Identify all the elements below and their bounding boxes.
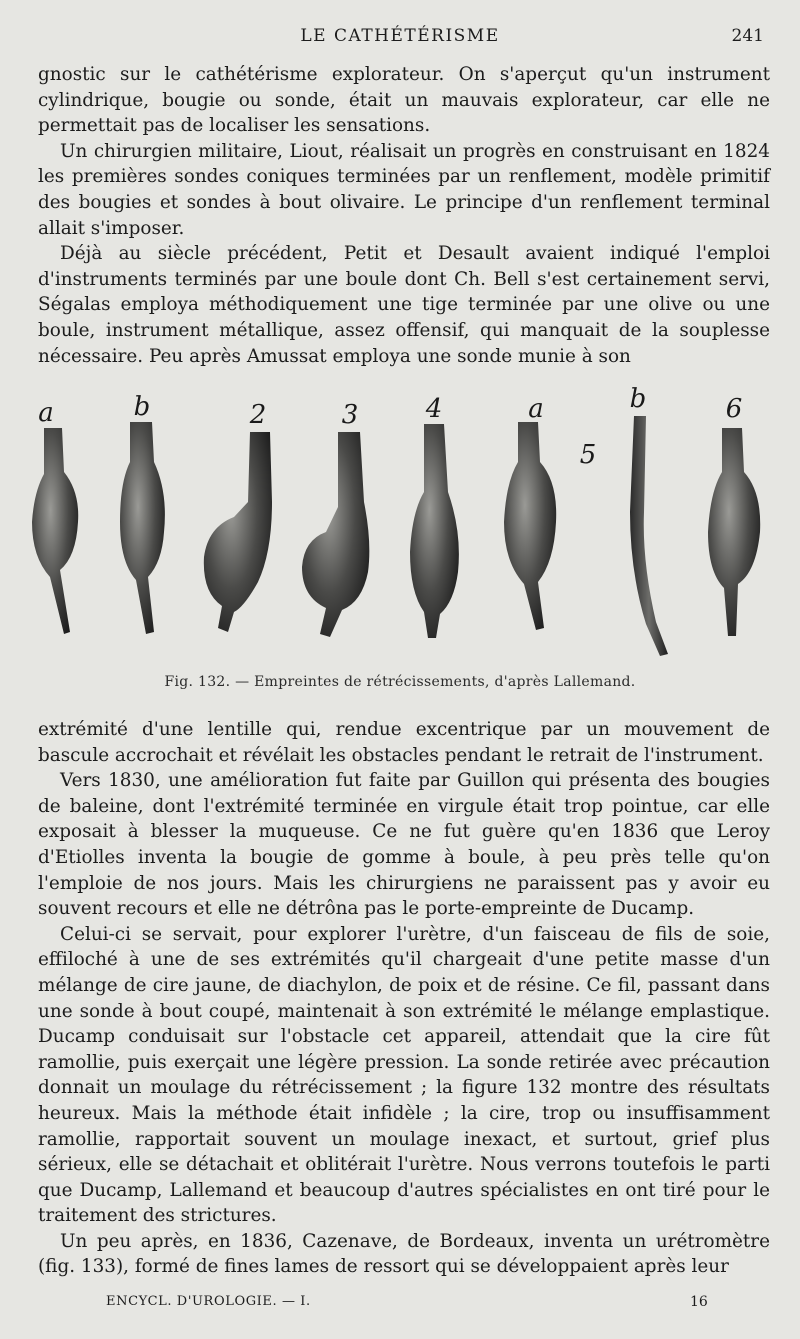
- paragraph: Un peu après, en 1836, Cazenave, de Bordeaux, inventa un urétromètre (fig. 133), formé de fines lames de ressort qui se développaient après leur: [38, 1230, 770, 1278]
- body-text-top: [38, 62, 770, 369]
- imprint-specimen-3: [302, 432, 369, 637]
- imprint-specimen-a-right: [504, 422, 556, 630]
- running-head: [0, 24, 800, 48]
- imprint-specimen-4: [410, 424, 459, 638]
- imprint-specimen-b-left: [120, 422, 165, 634]
- specimen-label: 6: [725, 394, 743, 424]
- paragraph: extrémité d'une lentille qui, rendue excentrique par un mouvement de bascule accrochait et révélait les obstacles pendant le retrait de l'instrument.: [38, 719, 770, 766]
- specimen-label: 4: [425, 394, 443, 424]
- specimen-label: 2: [249, 400, 267, 430]
- paragraph: gnostic sur le cathétérisme explorateur. On s'aperçut qu'un instrument cylindrique, bougie ou sonde, était un mauvais explorateur, car elle ne permettait pas de localiser les sensations.: [38, 64, 770, 137]
- specimen-label: b: [133, 392, 151, 422]
- stricture-imprints-illustration: [20, 392, 780, 664]
- specimen-label: 3: [341, 400, 359, 430]
- paragraph: Un chirurgien militaire, Liout, réalisait un progrès en construisant en 1824 les premières sondes coniques terminées par un renflement, modèle primitif des bougies et sondes à bout olivaire. Le principe d'un renflement terminal allait s'imposer.: [38, 140, 770, 239]
- paragraph: Vers 1830, une amélioration fut faite par Guillon qui présenta des bougies de baleine, dont l'extrémité terminée en virgule était trop pointue, car elle exposait à blesser la muqueuse. Ce ne fut guère qu'en 1836 que Leroy d'Etiolles inventa la bougie de gomme à boule, à peu près telle qu'on l'emploie de nos jours. Mais les chirurgiens ne paraissent pas y avoir eu souvent recours et elle ne détrôna pas le porte-empreinte de Ducamp.: [38, 770, 770, 920]
- imprint-specimen-a-left: [32, 428, 78, 634]
- imprint-specimen-5: [630, 416, 668, 656]
- figure-caption: Fig. 132. — Empreintes de rétrécissements, d'après Lallemand.: [164, 674, 636, 690]
- footer-signature-number: 16: [690, 1294, 708, 1310]
- figure-132: [20, 384, 780, 664]
- running-title: LE CATHÉTÉRISME: [300, 26, 500, 46]
- paragraph: Celui-ci se servait, pour explorer l'urètre, d'un faisceau de fils de soie, effiloché à une de ses extrémités qu'il chargeait d'une petite masse d'un mélange de cire jaune, de diachylon, de poix et de résine. Ce fil, passant dans une sonde à bout coupé, maintenait à son extrémité le mélange emplastique. Ducamp conduisait sur l'obstacle cet appareil, attendait que la cire fût ramollie, puis exerçait une légère pression. La sonde retirée avec précaution donnait un moulage du rétrécissement ; la figure 132 montre des résultats heureux. Mais la méthode était infidèle ; la cire, trop ou insuffisamment ramollie, rapportait souvent un moulage inexact, et surtout, grief plus sérieux, elle se détachait et oblitérait l'urètre. Nous verrons toutefois le parti que Ducamp, Lallemand et beaucoup d'autres spécialistes en ont tiré pour le traitement des strictures.: [38, 923, 770, 1227]
- specimen-label: a: [38, 398, 54, 428]
- specimen-label: 5: [579, 440, 597, 470]
- body-text-bottom: [38, 717, 770, 1280]
- specimen-label: b: [629, 384, 647, 414]
- page-footer: [0, 1294, 800, 1314]
- footer-signature: ENCYCL. D'UROLOGIE. — I.: [106, 1294, 311, 1309]
- paragraph: Déjà au siècle précédent, Petit et Desault avaient indiqué l'emploi d'instruments terminés par une boule dont Ch. Bell s'est certainement servi, Ségalas employa méthodiquement une tige terminée par une olive ou une boule, instrument métallique, assez offensif, qui manquait de la souplesse nécessaire. Peu après Amussat employa une sonde munie à son: [38, 243, 770, 367]
- specimen-label: a: [528, 394, 544, 424]
- imprint-specimen-2: [204, 432, 272, 632]
- page-number: 241: [731, 26, 764, 46]
- imprint-specimen-6: [708, 428, 760, 636]
